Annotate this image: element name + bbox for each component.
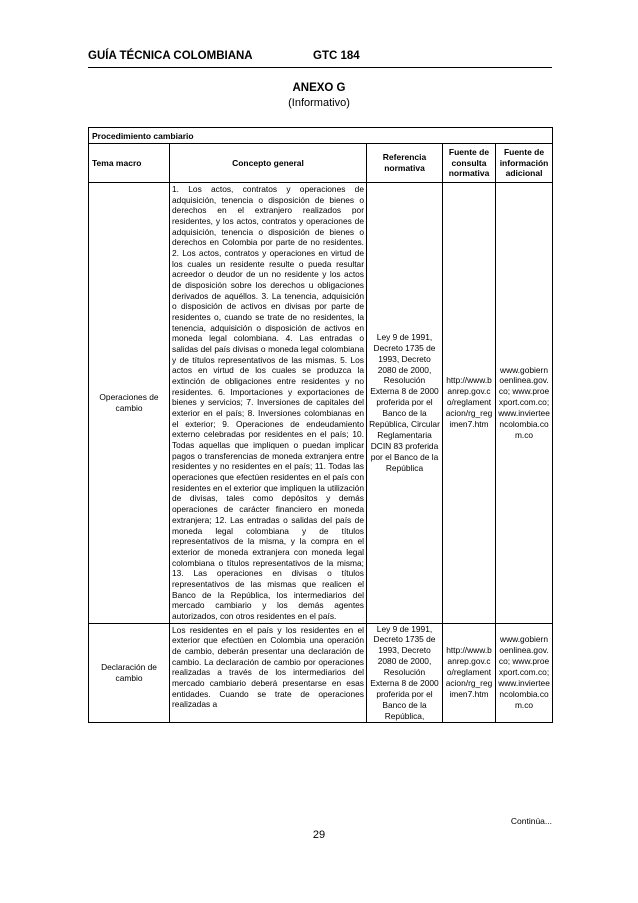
section-title: Procedimiento cambiario [89, 128, 553, 144]
fuente-consulta-link[interactable]: http://www.banrep.gov.co/reglamentacion/rg_regimen7.htm [443, 183, 496, 624]
column-header-concepto: Concepto general [170, 144, 367, 183]
fuente-consulta-link[interactable]: http://www.banrep.gov.co/reglamentacion/rg_regimen7.htm [443, 623, 496, 722]
referencia-cell: Ley 9 de 1991, Decreto 1735 de 1993, Decreto 2080 de 2000, Resolución Externa 8 de 2000 proferida por el Banco de la República, Circular Reglamentaria DCIN 83 proferida por el Banco de la República [367, 183, 443, 624]
annex-subtitle: (Informativo) [288, 97, 350, 109]
document-code: GTC 184 [313, 50, 360, 62]
header-rule [88, 67, 552, 68]
table-row [89, 623, 553, 722]
table-row [89, 183, 553, 624]
concepto-cell: 1. Los actos, contratos y operaciones de adquisición, tenencia o disposición de bienes o derechos en el extranjero realizados por residentes, y los actos, contratos y operaciones de adquisición, tenencia o disposición de bienes o derechos en Colombia por parte de no residentes. 2. Los actos, contratos y operaciones en virtud de los cuales un residente resulte o pueda resultar acreedor o deudor de un no residente y los actos de disposición sobre los derechos u obligaciones derivados de aquéllos. 3. La tenencia, adquisición o disposición de activos en divisas por parte de residentes o, cuando se trate de no residentes, la tenencia, adquisición o disposición de activos en moneda legal colombiana. 4. Las entradas o salidas del país divisas o moneda legal colombiana y de títulos representativos de las mismas. 5. Los actos en virtud de los cuales se produzca la extinción de obligaciones entre residentes y no residentes. 6. Importaciones y exportaciones de bienes y servicios; 7. Inversiones de capitales del exterior en el país; 8. Inversiones colombianas en el exterior; 9. Operaciones de endeudamiento externo celebradas por residentes en el país; 10. Todas aquellas que impliquen o puedan implicar pagos o transferencias de moneda extranjera entre residentes y no residentes en el país; 11. Todas las operaciones que efectúen residentes en el país con residentes en el exterior que impliquen la utilización de divisas, tales como depósitos y demás operaciones de carácter financiero en moneda extranjera; 12. Las entradas o salidas del país de moneda legal colombiana y de títulos representativos de la misma, y la compra en el exterior de moneda extranjera con moneda legal colombiana o títulos representativos de la misma; 13. Las operaciones en divisas o títulos representativos de las mismas que realicen el Banco de la República, los intermediarios del mercado cambiario y los demás agentes autorizados, con otros residentes en el país. [170, 183, 367, 624]
referencia-cell: Ley 9 de 1991, Decreto 1735 de 1993, Decreto 2080 de 2000, Resolución Externa 8 de 2000 proferida por el Banco de la República, [367, 623, 443, 722]
tema-cell: Declaración de cambio [89, 623, 170, 722]
column-header-fuente-adicional: Fuente de información adicional [496, 144, 553, 183]
column-header-fuente-consulta: Fuente de consulta normativa [443, 144, 496, 183]
annex-heading [0, 82, 638, 109]
column-header-tema: Tema macro [89, 144, 170, 183]
concepto-cell: Los residentes en el país y los residentes en el exterior que efectúen en Colombia una operación de cambio, deberán presentar una declaración de cambio. La declaración de cambio por operaciones realizadas a través de los intermediarios del mercado cambiario deberá presentarse en esas entidades. Cuando se trate de operaciones realizadas a [170, 623, 367, 722]
continued-note: Continúa... [510, 816, 552, 826]
annex-title: ANEXO G [292, 82, 346, 94]
document-title: GUÍA TÉCNICA COLOMBIANA [88, 50, 253, 62]
page-number: 29 [312, 829, 326, 841]
tema-cell: Operaciones de cambio [89, 183, 170, 624]
fuente-adicional-cell: www.gobiernoenlinea.gov.co; www.proexport.com.co; www.invierteencolombia.com.co [496, 623, 553, 722]
column-header-referencia: Referencia normativa [367, 144, 443, 183]
procedure-table [88, 127, 553, 723]
fuente-adicional-cell: www.gobiernoenlinea.gov.co; www.proexport.com.co; www.invierteencolombia.com.co [496, 183, 553, 624]
